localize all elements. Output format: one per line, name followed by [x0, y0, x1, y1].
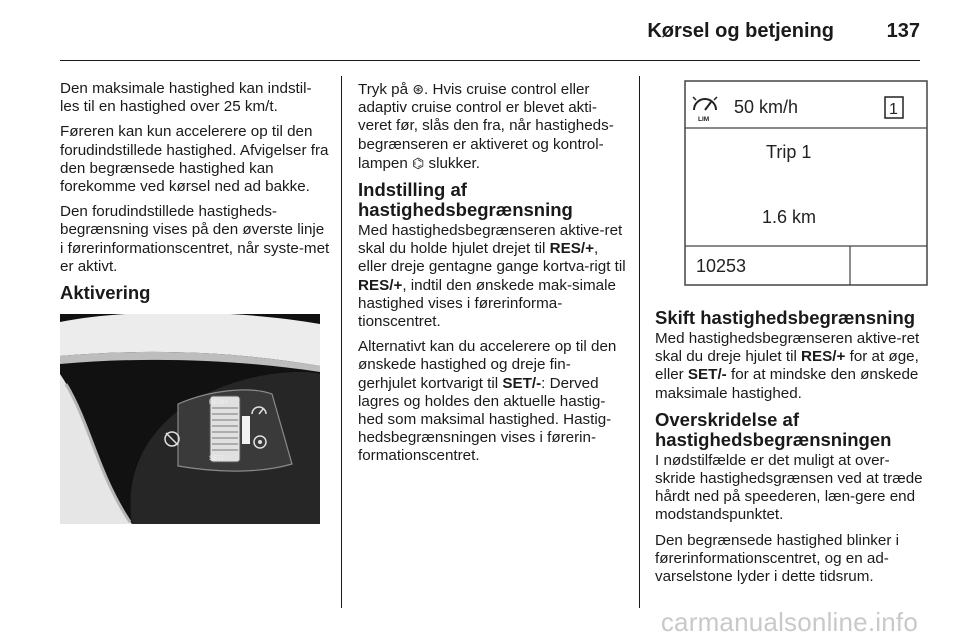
watermark: carmanualsonline.info	[660, 607, 918, 637]
paragraph: Den maksimale hastighed kan indstil-les til en hastighed over 25 km/t.	[60, 80, 312, 116]
driver-information-display	[684, 80, 928, 286]
page-number: 137	[886, 20, 920, 42]
display-speed: 50 km/h	[734, 97, 799, 117]
page-header-title: Kørsel og betjening	[647, 20, 834, 42]
header-rule	[60, 60, 920, 61]
column-1	[60, 80, 330, 524]
paragraph: Den forudindstillede hastigheds-begrænsning vises på den øverste linje i førerinformationscentret, når syste-met er aktivt.	[60, 203, 330, 275]
column-2	[358, 80, 628, 473]
paragraph: Alternativt kan du accelerere op til den ønskede hastighed og dreje fin-gerhjulet kortvarigt til SET/-: Derved lagres og holdes den aktuelle hastig-hed som maksimal hastighed. Hastig-hedsbegrænsningen vises i førerin-formationscentret.	[358, 338, 617, 465]
column-divider-2	[639, 76, 640, 608]
steering-wheel-illustration	[60, 314, 320, 524]
wheel-set-label: SET/-	[209, 455, 226, 463]
paragraph: Med hastighedsbegrænseren aktive-ret skal du dreje hjulet til RES/+ for at øge, eller SET/- for at mindske den ønskede maksimale hastighed.	[655, 330, 920, 402]
paragraph: Den begrænsede hastighed blinker i førerinformationscentret, og en ad-varselstone lyder i dette tidsrum.	[655, 531, 900, 586]
paragraph: I nødstilfælde er det muligt at over-skride hastighedsgrænsen ved at træde hårdt ned på speederen, læn-gere end modstandspunktet.	[655, 451, 923, 524]
speed-limiter-icon: ⊛	[412, 81, 425, 97]
column-3	[655, 80, 927, 593]
section-heading-skift: Skift hastighedsbegrænsning	[655, 307, 916, 328]
section-heading-indstilling: Indstilling af hastighedsbegrænsning	[358, 179, 573, 221]
paragraph: Tryk på ⊛. Hvis cruise control eller adaptiv cruise control er blevet akti-veret før, slås den fra, når hastigheds-begrænseren er aktiveret og kontrol-lampen ⌬ slukker.	[358, 81, 614, 172]
trip-label: Trip 1	[766, 142, 812, 162]
section-heading-overskridelse: Overskridelse af hastighedsbegrænsningen	[655, 408, 892, 450]
odometer: 10253	[696, 256, 747, 276]
wheel-res-label: RES/+	[209, 399, 228, 407]
paragraph: Føreren kan kun accelerere op til den forudindstillede hastighed. Afvigelser fra den begrænsede hastighed kan forekomme ved kørsel ned ad bakke.	[60, 123, 329, 196]
trip-number-badge: 1	[889, 101, 898, 118]
section-heading-aktivering: Aktivering	[60, 282, 151, 304]
paragraph: Med hastighedsbegrænseren aktive-ret skal du holde hjulet drejet til RES/+, eller dreje gentagne gange kortva-rigt til RES/+, indtil den ønskede mak-simale hastighed vises i førerinforma-tionscentret.	[358, 222, 626, 331]
control-lamp-icon: ⌬	[412, 154, 425, 171]
lim-label: LIM	[698, 116, 710, 123]
trip-distance: 1.6 km	[762, 207, 817, 227]
column-divider-1	[341, 76, 342, 608]
